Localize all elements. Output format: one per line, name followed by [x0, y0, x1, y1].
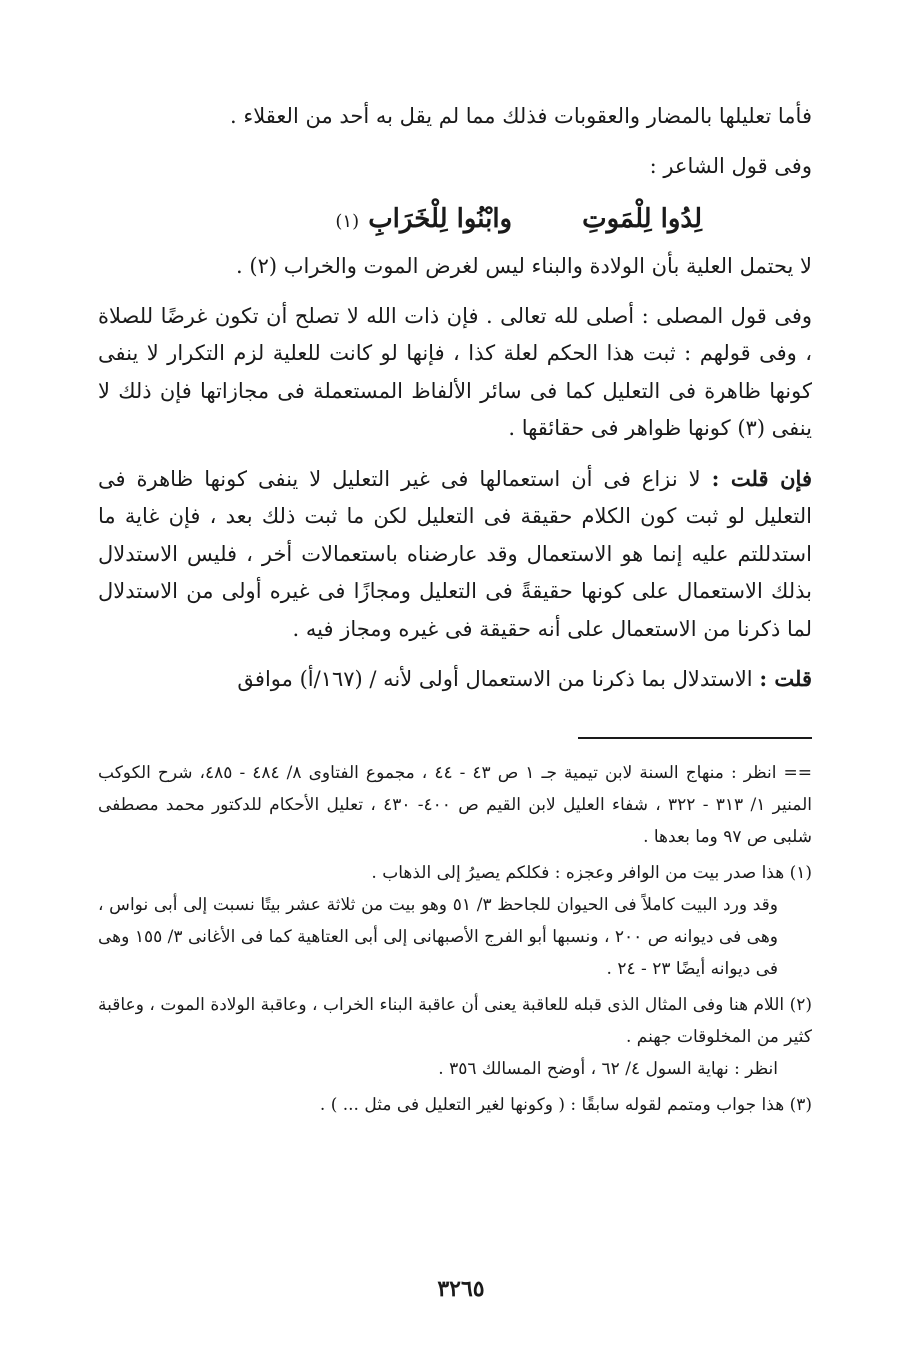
paragraph-6-lead: قلت : — [759, 666, 812, 691]
paragraph-2: وفى قول الشاعر : — [649, 153, 812, 178]
verse-hemistich-2 — [335, 199, 512, 242]
paragraph-5-lead: فإن قلت : — [711, 465, 812, 491]
footnote-2-reference: انظر : نهاية السول ٤/ ٦٢ ، أوضح المسالك ٣٥٦ . — [438, 1058, 778, 1079]
verse-hemistich-2-text: وابْنُوا لِلْخَرَابِ — [368, 204, 513, 234]
footnote-continued: == انظر : منهاج السنة لابن تيمية جـ ١ ص ٤٣ - ٤٤ ، مجموع الفتاوى ٨/ ٤٨٤ - ٤٨٥، شرح الكوكب المنير ١/ ٣١٣ - ٣٢٢ ، شفاء العليل لابن القيم ص ٤٠٠- ٤٣٠ ، تعليل الأحكام للدكتور محمد مصطفى شلبى ص ٩٧ وما بعدها . — [98, 762, 812, 847]
footnote-3: (٣) هذا جواب ومتمم لقوله سابقًا : ( وكونها لغير التعليل فى مثل ... ) . — [319, 1094, 812, 1115]
footnote-1-detail: وقد ورد البيت كاملاً فى الحيوان للجاحظ ٣/ ٥١ وهو بيت من ثلاثة عشر بيتًا نسبت إلى أبى نواس ، وهى فى ديوانه ص ٢٠٠ ، ونسبها أبو الفرج الأصبهانى إلى أبى العتاهية كما فى الأغانى ٣/ ١٥٥ وهى فى ديوانه أيضًا ٢٣ - ٢٤ . — [98, 894, 778, 979]
poem-verse — [98, 199, 812, 242]
verse-hemistich-1: لِدُوا لِلْمَوتِ — [582, 204, 702, 234]
paragraph-4: وفى قول المصلى : أصلى لله تعالى . فإن ذات الله لا تصلح أن تكون غرضًا للصلاة ، وفى قولهم : ثبت هذا الحكم لعلة كذا ، فإنها لو كانت للعلية لزم التكرار لا ينفى كونها ظاهرة فى التعليل كما فى سائر الألفاظ المستعملة فى مجازاتها فإن ذلك لا ينفى (٣) كونها ظواهر فى حقائقها . — [98, 303, 812, 440]
footnote-marker-1: (١) — [335, 211, 360, 232]
page-number: ٣٢٦٥ — [437, 1276, 485, 1302]
main-text — [98, 98, 812, 699]
footnote-1: (١) هذا صدر بيت من الوافر وعجزه : فكلكم يصيرُ إلى الذهاب . — [371, 862, 812, 883]
footnote-2: (٢) اللام هنا وفى المثال الذى قبله للعاقبة يعنى أن عاقبة البناء الخراب ، وعاقبة الولادة الموت ، وعاقبة كثير من المخلوقات جهنم . — [98, 994, 812, 1047]
paragraph-5-body: لا نزاع فى أن استعمالها فى غير التعليل لا ينفى كونها ظاهرة فى التعليل لو ثبت كون الكلام حقيقة فى التعليل لكن ما ثبت ذلك بعد ، فإن غاية ما استدللتم عليه إنما هو الاستعمال وقد عارضناه باستعمالات أخر ، فليس الاستدلال بذلك الاستعمال على كونها حقيقةً فى التعليل ومجازًا فى غيره أولى من الاستدلال لما ذكرنا من الاستعمال على أنه حقيقة فى غيره ومجاز فيه . — [98, 466, 812, 641]
paragraph-5 — [98, 460, 812, 649]
footnote-separator — [578, 737, 812, 739]
paragraph-1: فأما تعليلها بالمضار والعقوبات فذلك مما لم يقل به أحد من العقلاء . — [230, 104, 812, 128]
paragraph-6 — [98, 660, 812, 699]
paragraph-3: لا يحتمل العلية بأن الولادة والبناء ليس لغرض الموت والخراب (٢) . — [236, 254, 812, 278]
footnotes — [98, 757, 812, 1121]
paragraph-6-body: الاستدلال بما ذكرنا من الاستعمال أولى لأنه / (١٦٧/أ) موافق — [237, 667, 760, 691]
